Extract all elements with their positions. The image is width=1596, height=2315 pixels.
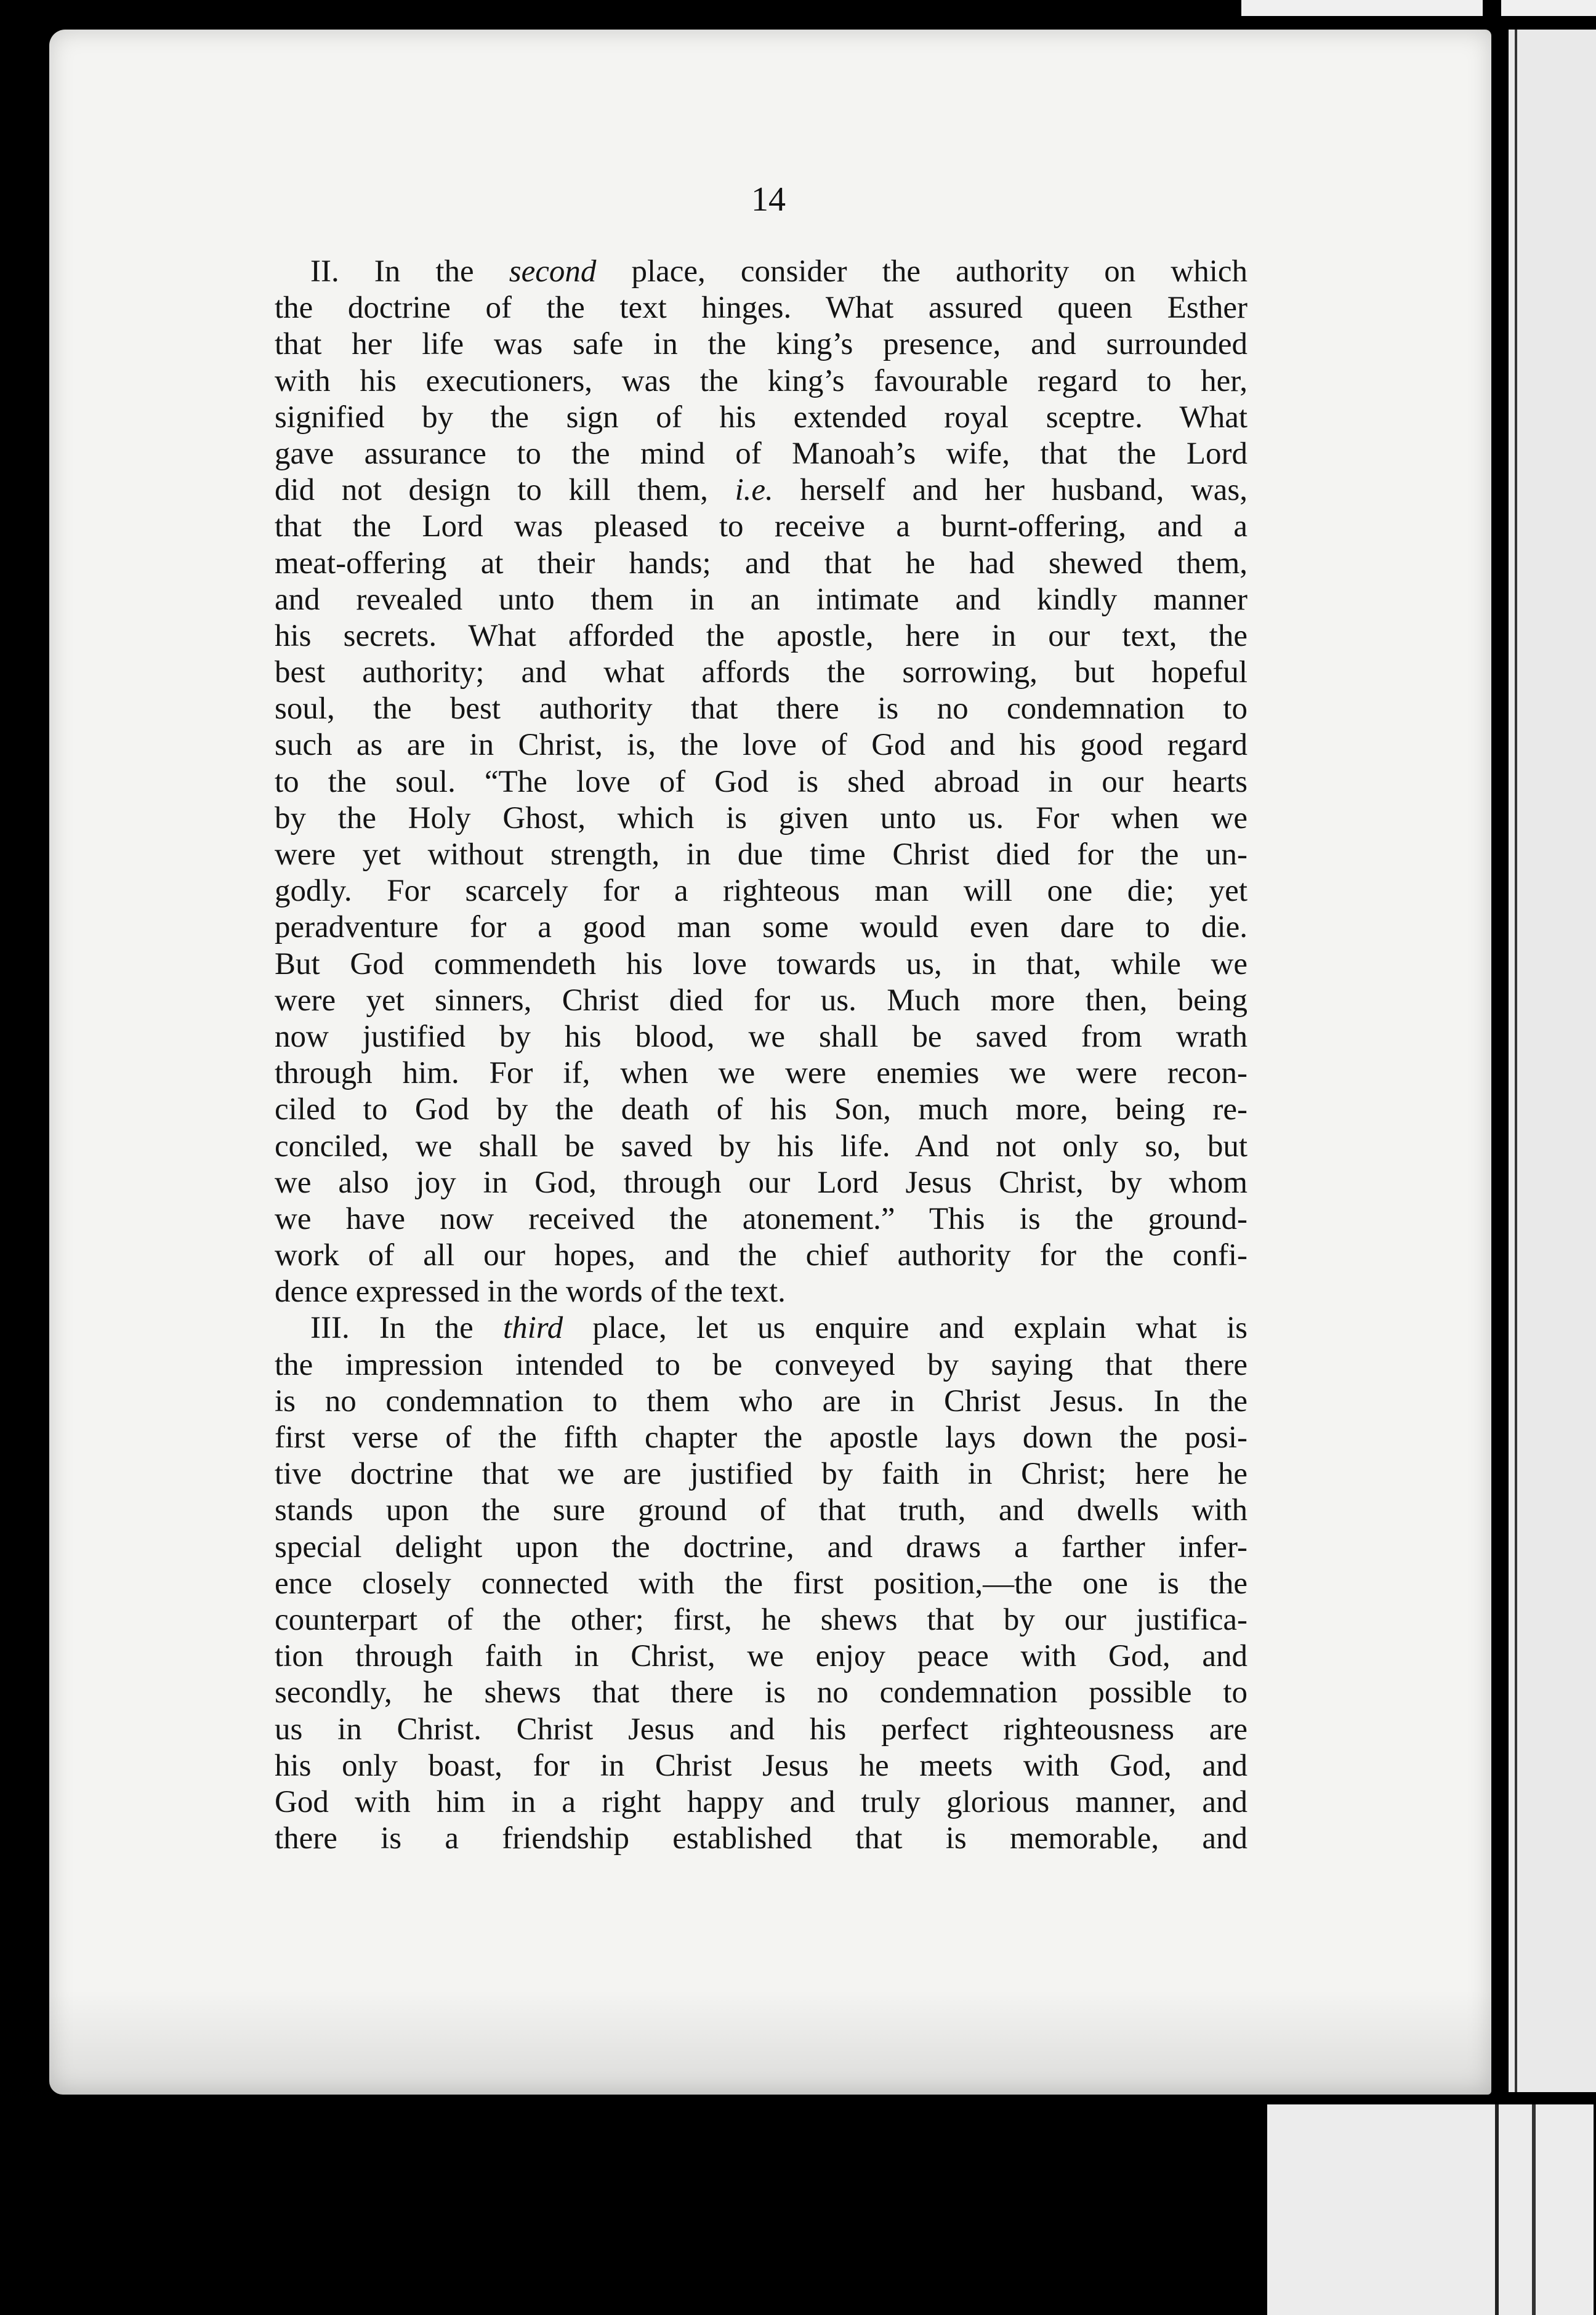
text-segment: his secrets. What afforded the apostle, here in our text, the xyxy=(275,618,1247,653)
text-line xyxy=(275,1347,1247,1383)
text-segment: meat-offering at their hands; and that he had shewed them, xyxy=(275,546,1247,581)
text-line xyxy=(275,727,1247,763)
text-segment: that the Lord was pleased to receive a burnt-offering, and a xyxy=(275,509,1247,544)
text-line xyxy=(275,946,1247,983)
text-segment: we also joy in God, through our Lord Jesus Christ, by whom xyxy=(275,1165,1247,1200)
text-line xyxy=(275,1019,1247,1055)
text-line xyxy=(275,800,1247,837)
text-line xyxy=(275,1092,1247,1128)
text-line xyxy=(275,1602,1247,1638)
text-line xyxy=(275,873,1247,909)
text-segment: the doctrine of the text hinges. What assured queen Esther xyxy=(275,291,1247,326)
text-line xyxy=(275,1238,1247,1274)
italic-word: third xyxy=(502,1311,563,1346)
text-segment: special delight upon the doctrine, and draws a farther infer- xyxy=(275,1529,1247,1564)
text-segment: place, let us enquire and explain what is xyxy=(563,1311,1247,1346)
adjacent-page-edge xyxy=(1509,30,1596,2092)
text-line xyxy=(275,618,1247,654)
text-line xyxy=(275,764,1247,800)
paragraph-section-ii xyxy=(275,254,1247,1310)
text-segment: place, consider the authority on which xyxy=(596,254,1248,289)
text-line xyxy=(275,909,1247,946)
text-line xyxy=(275,983,1247,1019)
text-line xyxy=(275,1529,1247,1566)
text-line xyxy=(275,1055,1247,1092)
text-line xyxy=(275,1383,1247,1420)
text-segment: now justified by his blood, we shall be saved from wrath xyxy=(275,1019,1247,1054)
text-segment: ciled to God by the death of his Son, much more, being re- xyxy=(275,1092,1247,1127)
text-line xyxy=(275,1492,1247,1529)
text-line xyxy=(275,1712,1247,1748)
text-line xyxy=(275,1784,1247,1821)
text-line xyxy=(275,472,1247,509)
text-segment: III. In the xyxy=(310,1311,503,1346)
text-line xyxy=(275,691,1247,727)
text-line xyxy=(275,1129,1247,1165)
text-segment: first verse of the fifth chapter the apostle lays down the posi- xyxy=(275,1420,1247,1455)
text-segment: counterpart of the other; first, he shews that by our justifica- xyxy=(275,1602,1247,1637)
text-segment: work of all our hopes, and the chief authority for the confi- xyxy=(275,1238,1247,1273)
text-line xyxy=(275,363,1247,400)
text-segment: we have now received the atonement.” This is the ground- xyxy=(275,1201,1247,1236)
text-line xyxy=(275,1201,1247,1238)
scan-edge-bottom-right xyxy=(1267,2104,1594,2315)
text-segment: did not design to kill them, xyxy=(275,473,735,508)
italic-word: second xyxy=(509,254,597,289)
text-line xyxy=(275,582,1247,618)
scan-edge-top xyxy=(1241,0,1483,16)
text-segment: the impression intended to be conveyed by saying that there xyxy=(275,1347,1247,1382)
text-segment: with his executioners, was the king’s favourable regard to her, xyxy=(275,363,1247,398)
italic-word: i.e. xyxy=(735,473,773,508)
text-segment: dence expressed in the words of the text. xyxy=(275,1274,786,1310)
text-line xyxy=(275,400,1247,436)
text-segment: there is a friendship established that is memorable, and xyxy=(275,1821,1247,1856)
text-line xyxy=(275,254,1247,290)
text-line xyxy=(275,1675,1247,1711)
text-segment: signified by the sign of his extended royal sceptre. What xyxy=(275,400,1247,435)
text-line xyxy=(275,837,1247,873)
text-line xyxy=(275,654,1247,691)
text-segment: stands upon the sure ground of that truth, and dwells with xyxy=(275,1493,1247,1528)
text-segment: that her life was safe in the king’s presence, and surrounded xyxy=(275,327,1247,362)
text-line xyxy=(275,1638,1247,1675)
text-line xyxy=(275,1456,1247,1492)
text-line xyxy=(275,1420,1247,1456)
text-segment: tive doctrine that we are justified by faith in Christ; here he xyxy=(275,1457,1247,1492)
text-segment: conciled, we shall be saved by his life. And not only so, but xyxy=(275,1129,1247,1164)
text-line xyxy=(275,1821,1247,1857)
text-segment: were yet sinners, Christ died for us. Much more then, being xyxy=(275,983,1247,1018)
text-segment: were yet without strength, in due time Christ died for the un- xyxy=(275,837,1247,872)
text-segment: godly. For scarcely for a righteous man will one die; yet xyxy=(275,874,1247,909)
text-segment: God with him in a right happy and truly glorious manner, and xyxy=(275,1784,1247,1819)
body-text xyxy=(275,254,1247,1857)
text-segment: to the soul. “The love of God is shed abroad in our hearts xyxy=(275,764,1247,799)
text-line xyxy=(275,1748,1247,1784)
text-segment: such as are in Christ, is, the love of God and his good regard xyxy=(275,728,1247,763)
text-segment: peradventure for a good man some would even dare to die. xyxy=(275,910,1247,945)
text-line xyxy=(275,1310,1247,1347)
text-segment: II. In the xyxy=(310,254,509,289)
text-segment: gave assurance to the mind of Manoah’s wife, that the Lord xyxy=(275,436,1247,471)
paragraph-section-iii xyxy=(275,1310,1247,1857)
text-line xyxy=(275,290,1247,326)
text-segment: through him. For if, when we were enemies we were recon- xyxy=(275,1056,1247,1091)
text-segment: herself and her husband, was, xyxy=(773,473,1247,508)
text-segment: best authority; and what affords the sorrowing, but hopeful xyxy=(275,655,1247,690)
text-line xyxy=(275,1165,1247,1201)
text-segment: his only boast, for in Christ Jesus he meets with God, and xyxy=(275,1748,1247,1783)
text-segment: soul, the best authority that there is no condemnation to xyxy=(275,691,1247,727)
text-segment: But God commendeth his love towards us, in that, while we xyxy=(275,946,1247,981)
text-segment: tion through faith in Christ, we enjoy peace with God, and xyxy=(275,1639,1247,1674)
text-segment: is no condemnation to them who are in Christ Jesus. In the xyxy=(275,1383,1247,1419)
text-segment: secondly, he shews that there is no condemnation possible to xyxy=(275,1675,1247,1710)
text-line xyxy=(275,326,1247,363)
text-segment: by the Holy Ghost, which is given unto us. For when we xyxy=(275,800,1247,835)
scan-edge-top-right xyxy=(1501,0,1596,16)
text-segment: ence closely connected with the first position,—the one is the xyxy=(275,1566,1247,1601)
text-segment: us in Christ. Christ Jesus and his perfect righteousness are xyxy=(275,1712,1247,1747)
text-line xyxy=(275,436,1247,472)
page-number: 14 xyxy=(751,180,786,219)
text-line xyxy=(275,1566,1247,1602)
text-line xyxy=(275,1274,1247,1310)
text-segment: and revealed unto them in an intimate and kindly manner xyxy=(275,582,1247,617)
text-line xyxy=(275,509,1247,545)
text-line xyxy=(275,546,1247,582)
